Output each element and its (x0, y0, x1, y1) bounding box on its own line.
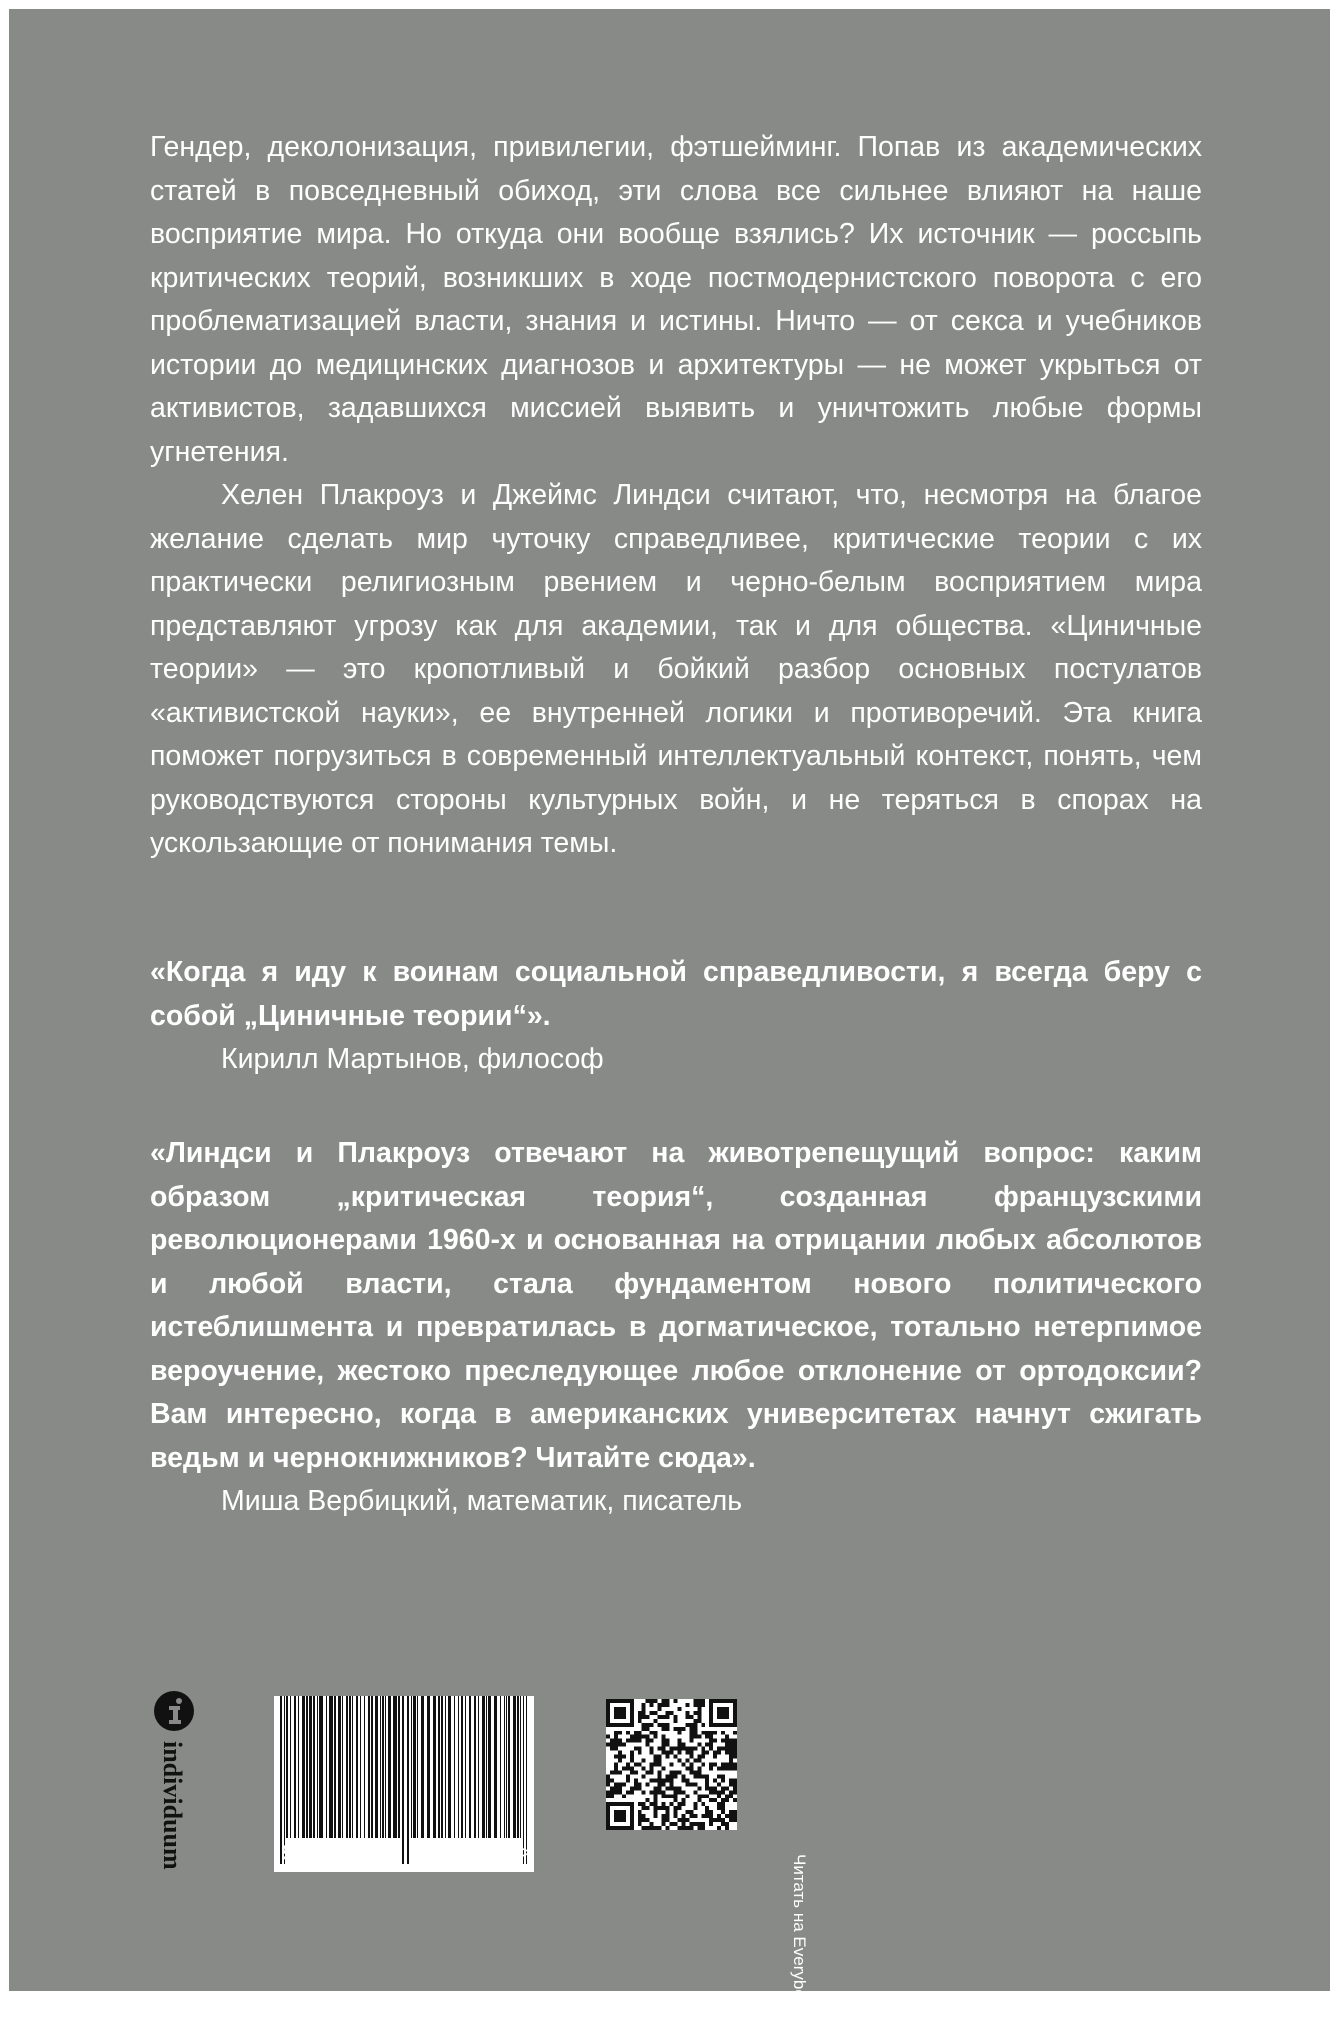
quote-author: Миша Вербицкий, математик, писатель (221, 1485, 743, 1517)
quote-text: «Линдси и Плакроуз отвечают на животрепещущий вопрос: каким образом „критическая теория“, созданная французскими революционерами 1960-х и основанная на отрицании любых абсолютов и любой власти, стала фундаментом нового политического истеблишмента и превратилась в догматическое, тотально нетерпимое вероучение, жестоко преследующее любое отклонение от ортодоксии? Вам интересно, когда в американских университетах начнут сжигать ведьм и чернокнижников? Читайте сюда». (150, 1137, 1202, 1474)
description-paragraph-2: Хелен Плакроуз и Джеймс Линдси считают, что, несмотря на благое желание сделать мир чуточку справедливее, критические теории с их практически религиозным рвением и черно-белым восприятием мира представляют угрозу как для академии, так и для общества. «Циничные теории» — это кропотливый и бойкий разбор основных постулатов «активистской науки», ее внутренней логики и противоречий. Эта книга поможет погрузиться в современный интеллектуальный контекст, понять, чем руководствуются стороны культурных войн, и не теряться в спорах на ускользающие от понимания темы. (150, 479, 1202, 859)
logo-wordmark: individuum (158, 1741, 187, 1870)
quote-text: «Когда я иду к воинам социальной справедливости, я всегда беру с собой „Циничные теории“». (150, 956, 1202, 1032)
everybook-caption: Читать на Everybook (790, 1854, 809, 2017)
review-quote-2 (150, 1132, 1202, 1524)
description-paragraph-1: Гендер, деколонизация, привилегии, фэтшейминг. Попав из академических статей в повседневный обиход, эти слова все сильнее влияют на наше восприятие мира. Но откуда они вообще взялись? Их источник — россыпь критических теорий, возникших в ходе постмодернистского поворота с его проблематизацией власти, знания и истины. Ничто — от секса и учебников истории до медицинских диагнозов и архитектуры — не может укрыться от активистов, задавшихся миссией выявить и уничтожить любые формы угнетения. (150, 131, 1202, 468)
publisher-logo (152, 1689, 196, 1879)
review-quote-1 (150, 951, 1202, 1082)
book-back-cover (9, 9, 1330, 2017)
isbn-number: 9 785604 687727 > (281, 1841, 533, 1867)
quote-author: Кирилл Мартынов, философ (221, 1043, 604, 1075)
book-description (150, 126, 1202, 866)
info-i-icon (154, 1691, 194, 1731)
qr-code (606, 1699, 737, 1830)
